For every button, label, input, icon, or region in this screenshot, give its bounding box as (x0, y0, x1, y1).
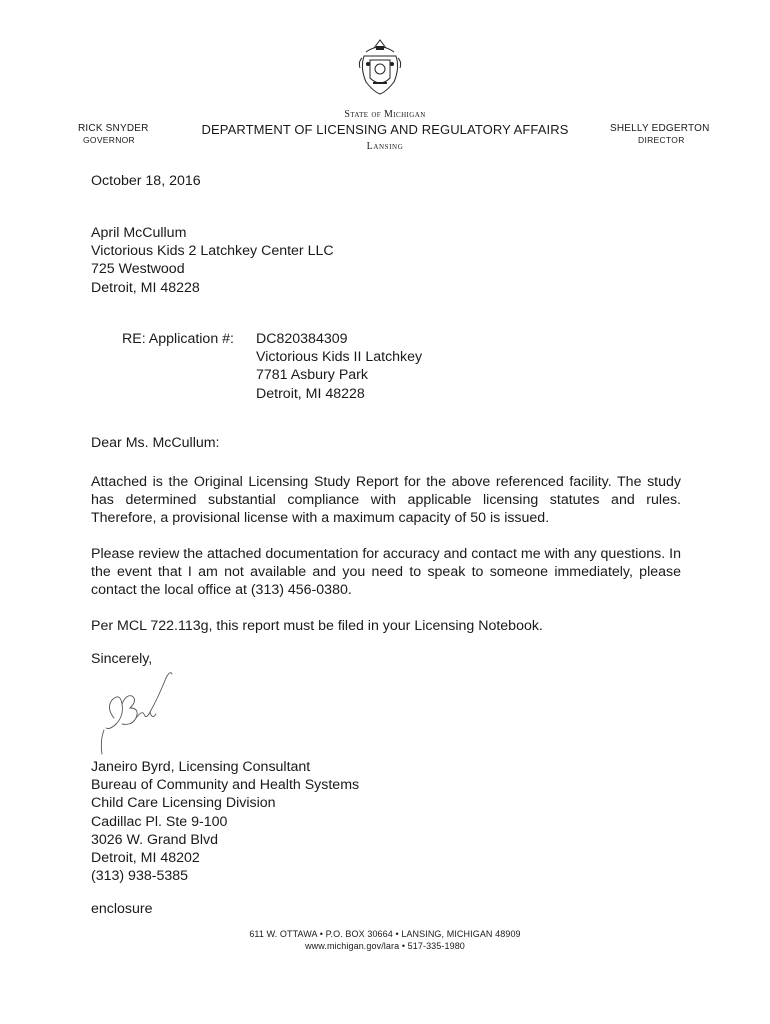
state-seal-icon (356, 38, 404, 96)
city-name: Lansing (366, 141, 404, 152)
state-name: State of Michigan (344, 109, 426, 120)
re-details (256, 330, 422, 403)
director-name: SHELLY EDGERTON (610, 123, 710, 134)
department-name: DEPARTMENT OF LICENSING AND REGULATORY AFFAIRS (201, 122, 569, 137)
re-detail-line: Detroit, MI 48228 (256, 385, 365, 402)
re-label: RE: Application #: (122, 331, 234, 347)
body-paragraph: Per MCL 722.113g, this report must be filed in your Licensing Notebook. (91, 618, 543, 634)
footer-contact: www.michigan.gov/lara • 517-335-1980 (305, 941, 465, 951)
recipient-line: Detroit, MI 48228 (91, 279, 200, 296)
sender-line: Janeiro Byrd, Licensing Consultant (91, 759, 311, 775)
enclosure-note: enclosure (91, 901, 153, 917)
footer-address: 611 W. OTTAWA • P.O. BOX 30664 • LANSING, MICHIGAN 48909 (249, 929, 521, 939)
recipient-line: 725 Westwood (91, 261, 185, 278)
salutation: Dear Ms. McCullum: (91, 435, 220, 451)
closing: Sincerely, (91, 651, 153, 667)
director-title: DIRECTOR (638, 135, 685, 145)
recipient-line: April McCullum (91, 225, 187, 241)
governor-title: GOVERNOR (83, 135, 135, 145)
sender-line: Child Care Licensing Division (91, 795, 276, 812)
signature-block (91, 758, 359, 885)
governor-name: RICK SNYDER (78, 123, 149, 134)
recipient-line: Victorious Kids 2 Latchkey Center LLC (91, 243, 334, 260)
sender-line: (313) 938-5385 (91, 868, 189, 885)
body-paragraph: Please review the attached documentation for accuracy and contact me with any questions. In the event that I am not available and you need to speak to someone immediately, please contact the local office at (313) 456-0380. (91, 546, 681, 599)
re-detail-line: 7781 Asbury Park (256, 367, 368, 384)
sender-line: Cadillac Pl. Ste 9-100 (91, 813, 228, 830)
sender-line: Detroit, MI 48202 (91, 850, 200, 867)
recipient-address (91, 224, 334, 297)
re-detail-line: Victorious Kids II Latchkey (256, 349, 423, 366)
letter-date: October 18, 2016 (91, 173, 201, 189)
re-detail-line: DC820384309 (256, 331, 348, 347)
body-paragraph: Attached is the Original Licensing Study Report for the above referenced facility. The study has determined substantial compliance with applicable licensing statutes and rules. Therefore, a provisional license with a maximum capacity of 50 is issued. (91, 474, 681, 527)
signature-icon (92, 668, 192, 756)
sender-line: 3026 W. Grand Blvd (91, 831, 218, 848)
sender-line: Bureau of Community and Health Systems (91, 777, 360, 794)
